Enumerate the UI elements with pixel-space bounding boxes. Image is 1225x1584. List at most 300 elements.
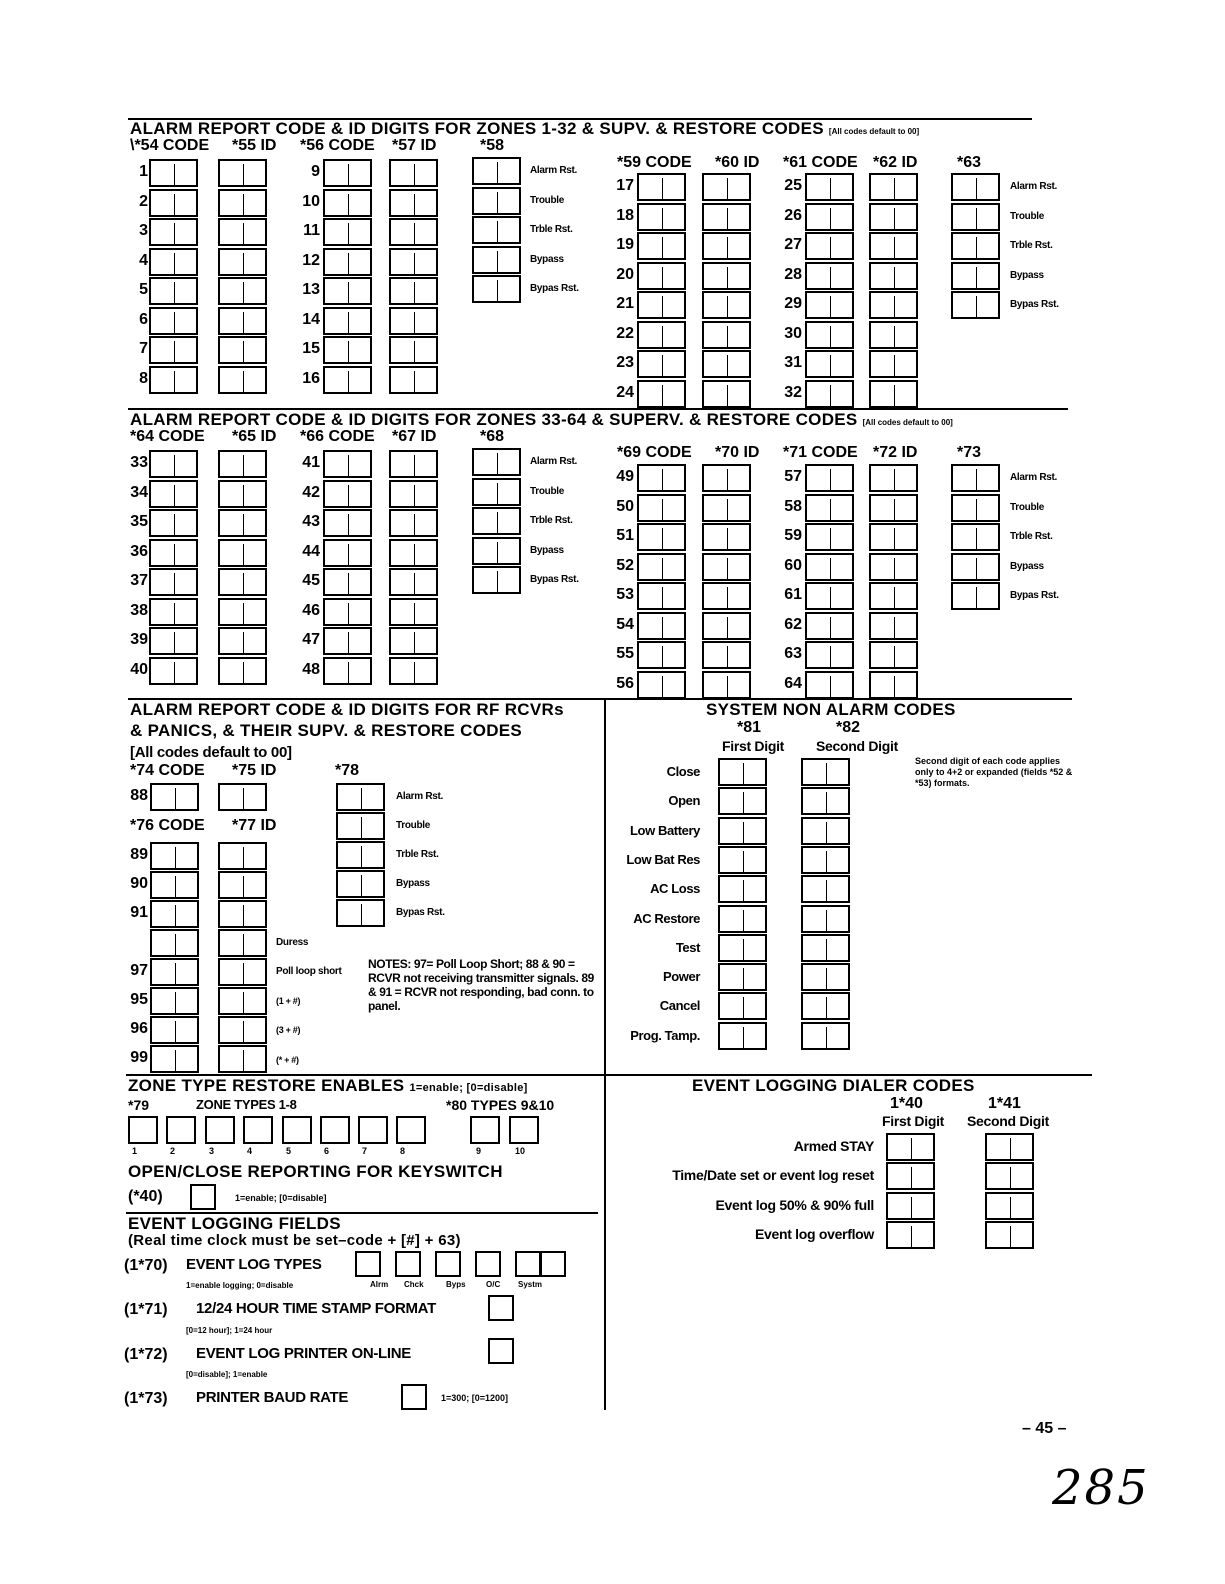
id-box[interactable] [869, 321, 918, 349]
first-digit-box[interactable] [886, 1221, 935, 1249]
id-box[interactable] [389, 218, 438, 246]
code-box[interactable] [805, 203, 854, 231]
id-box[interactable] [218, 568, 267, 596]
zone-label: 4 [139, 251, 148, 269]
code-box[interactable] [323, 509, 372, 537]
code-box[interactable] [149, 450, 198, 478]
id-box[interactable] [218, 627, 267, 655]
zone-label: 48 [302, 660, 320, 678]
restore-code-label: Bypas Rst. [530, 283, 579, 294]
first-digit-box[interactable] [718, 875, 767, 903]
zone-label: 18 [616, 206, 634, 224]
restore-code-box[interactable] [472, 566, 521, 594]
code-box[interactable] [805, 612, 854, 640]
el-f170-note: 1=enable logging; 0=disable [186, 1281, 294, 1290]
first-digit-box[interactable] [886, 1192, 935, 1220]
id-box[interactable] [389, 450, 438, 478]
event-log-type-box[interactable] [395, 1251, 421, 1277]
id-box[interactable] [389, 627, 438, 655]
code-box[interactable] [805, 291, 854, 319]
id-box[interactable] [702, 321, 751, 349]
id-box[interactable] [702, 350, 751, 378]
id-box[interactable] [218, 929, 267, 957]
ed-title: EVENT LOGGING DIALER CODES [692, 1076, 975, 1095]
id-box[interactable] [702, 291, 751, 319]
id-box[interactable] [218, 871, 267, 899]
id-box[interactable] [389, 366, 438, 394]
id-box[interactable] [869, 291, 918, 319]
restore-code-box[interactable] [336, 812, 385, 840]
id-box[interactable] [869, 464, 918, 492]
restore-code-box[interactable] [472, 478, 521, 506]
restore-code-label: Trble Rst. [1010, 240, 1053, 251]
id-box[interactable] [869, 523, 918, 551]
id-box[interactable] [218, 480, 267, 508]
code-box[interactable] [149, 159, 198, 187]
sys-row-label: Open [668, 793, 700, 809]
code-box[interactable] [323, 277, 372, 305]
sys-row-label: Power [662, 969, 700, 985]
id-box[interactable] [218, 509, 267, 537]
code-box[interactable] [150, 842, 199, 870]
id-box[interactable] [218, 277, 267, 305]
zone-type-box[interactable] [358, 1116, 388, 1144]
code-box[interactable] [323, 450, 372, 478]
code-box[interactable] [149, 307, 198, 335]
restore-code-label: Alarm Rst. [530, 165, 578, 176]
zone-label: 26 [784, 206, 802, 224]
section1-title: ALARM REPORT CODE & ID DIGITS FOR ZONES 1-32 & SUPV. & RESTORE CODES [All codes default to 00] [130, 119, 920, 138]
restore-code-box[interactable] [951, 291, 1000, 319]
id-box[interactable] [702, 262, 751, 290]
code-box[interactable] [150, 1045, 199, 1073]
id-box[interactable] [218, 539, 267, 567]
zone-label: 37 [130, 572, 148, 589]
zone-label: 57 [784, 468, 802, 485]
restore-code-box[interactable] [951, 553, 1000, 581]
id-box[interactable] [389, 307, 438, 335]
first-digit-box[interactable] [718, 817, 767, 845]
code-box[interactable] [149, 509, 198, 537]
id-box[interactable] [218, 307, 267, 335]
second-digit-box[interactable] [801, 992, 850, 1020]
code-box[interactable] [805, 380, 854, 408]
code-box[interactable] [323, 248, 372, 276]
first-digit-box[interactable] [718, 758, 767, 786]
zone-label: 24 [616, 383, 634, 401]
id-box[interactable] [389, 480, 438, 508]
code-box[interactable] [149, 248, 198, 276]
event-log-type-box[interactable] [540, 1251, 566, 1277]
second-digit-box[interactable] [801, 787, 850, 815]
id-box[interactable] [218, 1045, 267, 1073]
dialer-row-label: Event log overflow [754, 1225, 874, 1242]
id-box[interactable] [218, 657, 267, 685]
id-box[interactable] [869, 494, 918, 522]
code-box[interactable] [149, 480, 198, 508]
id-box[interactable] [702, 641, 751, 669]
id-box[interactable] [218, 987, 267, 1015]
zone-type-box[interactable] [396, 1116, 426, 1144]
code-box[interactable] [637, 232, 686, 260]
code-box[interactable] [805, 262, 854, 290]
code-box[interactable] [323, 189, 372, 217]
zone-label: 38 [130, 601, 148, 619]
code-box[interactable] [150, 783, 199, 811]
zone-label: 52 [616, 556, 634, 574]
first-digit-box[interactable] [718, 905, 767, 933]
rf-col-77: *77 ID [232, 817, 277, 834]
second-digit-box[interactable] [801, 817, 850, 845]
id-box[interactable] [389, 539, 438, 567]
zone-type-box[interactable] [205, 1116, 235, 1144]
zone-label: 8 [139, 369, 148, 387]
oc-field: (*40) [128, 1188, 163, 1205]
code-box[interactable] [150, 900, 199, 928]
id-box[interactable] [702, 553, 751, 581]
id-box[interactable] [869, 173, 918, 201]
restore-code-label: Bypass [1010, 269, 1044, 281]
s2-col-66: *66 CODE [300, 428, 375, 445]
code-box[interactable] [637, 262, 686, 290]
code-box[interactable] [637, 612, 686, 640]
baud-rate-box[interactable] [401, 1384, 427, 1410]
zone-label: 62 [784, 615, 802, 633]
code-box[interactable] [323, 159, 372, 187]
second-digit-box[interactable] [801, 846, 850, 874]
id-box[interactable] [218, 159, 267, 187]
restore-code-box[interactable] [951, 494, 1000, 522]
id-box[interactable] [389, 568, 438, 596]
sys-note: Second digit of each code applies only to 4+2 or expanded (fields *52 & *53) formats. [915, 756, 1073, 788]
code-box[interactable] [805, 582, 854, 610]
code-box[interactable] [149, 366, 198, 394]
id-box[interactable] [218, 1016, 267, 1044]
restore-code-box[interactable] [472, 246, 521, 274]
id-box[interactable] [702, 582, 751, 610]
id-box[interactable] [389, 248, 438, 276]
zone-label: 29 [784, 295, 802, 312]
second-digit-box[interactable] [801, 758, 850, 786]
id-box[interactable] [869, 262, 918, 290]
id-box[interactable] [702, 612, 751, 640]
code-box[interactable] [805, 641, 854, 669]
code-box[interactable] [149, 539, 198, 567]
id-box[interactable] [218, 450, 267, 478]
second-digit-box[interactable] [801, 905, 850, 933]
id-box[interactable] [218, 598, 267, 626]
code-box[interactable] [149, 218, 198, 246]
id-box[interactable] [869, 553, 918, 581]
code-box[interactable] [805, 232, 854, 260]
id-box[interactable] [869, 203, 918, 231]
oc-enable-box[interactable] [190, 1184, 216, 1210]
ed-col-141: 1*41 [988, 1095, 1021, 1112]
id-box[interactable] [218, 366, 267, 394]
restore-code-box[interactable] [951, 582, 1000, 610]
restore-code-label: Alarm Rst. [530, 456, 578, 467]
restore-code-box[interactable] [336, 841, 385, 869]
code-box[interactable] [637, 641, 686, 669]
code-box[interactable] [805, 464, 854, 492]
rf-notes: NOTES: 97= Poll Loop Short; 88 & 90 = RCVR not receiving transmitter signals. 89 & 91 = RCVR not responding, bad conn. to panel. [368, 957, 594, 1013]
id-box[interactable] [869, 350, 918, 378]
code-box[interactable] [323, 657, 372, 685]
id-box[interactable] [702, 173, 751, 201]
second-digit-box[interactable] [985, 1192, 1034, 1220]
code-box[interactable] [323, 568, 372, 596]
id-box[interactable] [389, 598, 438, 626]
restore-code-box[interactable] [472, 157, 521, 185]
code-box[interactable] [149, 657, 198, 685]
zone-label: 7 [139, 340, 148, 357]
id-box[interactable] [702, 671, 751, 699]
restore-code-label: Trouble [396, 820, 431, 831]
time-format-box[interactable] [488, 1295, 514, 1321]
id-box[interactable] [389, 277, 438, 305]
second-digit-box[interactable] [985, 1162, 1034, 1190]
code-box[interactable] [150, 958, 199, 986]
first-digit-box[interactable] [718, 963, 767, 991]
id-box[interactable] [702, 203, 751, 231]
code-box[interactable] [637, 671, 686, 699]
id-box[interactable] [869, 641, 918, 669]
first-digit-box[interactable] [886, 1162, 935, 1190]
restore-code-box[interactable] [951, 232, 1000, 260]
id-box[interactable] [869, 582, 918, 610]
zone-type-box[interactable] [320, 1116, 350, 1144]
zone-label: 45 [302, 572, 320, 589]
code-box[interactable] [805, 553, 854, 581]
id-box[interactable] [869, 612, 918, 640]
el-f173-label: PRINTER BAUD RATE [196, 1389, 349, 1406]
zone-label: 43 [302, 513, 320, 530]
second-digit-box[interactable] [985, 1221, 1034, 1249]
code-box[interactable] [149, 568, 198, 596]
el-f172-label: EVENT LOG PRINTER ON-LINE [196, 1345, 412, 1362]
code-box[interactable] [149, 336, 198, 364]
restore-code-box[interactable] [336, 899, 385, 927]
id-box[interactable] [702, 523, 751, 551]
id-box[interactable] [218, 842, 267, 870]
zone-label: 16 [302, 369, 320, 387]
restore-code-box[interactable] [336, 783, 385, 811]
zone-type-box[interactable] [243, 1116, 273, 1144]
code-box[interactable] [323, 366, 372, 394]
restore-code-box[interactable] [472, 537, 521, 565]
zone-label: 63 [784, 645, 802, 662]
second-digit-box[interactable] [801, 934, 850, 962]
first-digit-box[interactable] [718, 992, 767, 1020]
event-log-type-label: Chck [404, 1280, 424, 1289]
second-digit-box[interactable] [801, 875, 850, 903]
code-box[interactable] [805, 321, 854, 349]
code-box[interactable] [323, 627, 372, 655]
zone-label: 49 [616, 468, 634, 485]
ed-first-digit: First Digit [882, 1113, 945, 1129]
event-log-type-box[interactable] [515, 1251, 541, 1277]
id-box[interactable] [702, 494, 751, 522]
code-box[interactable] [805, 671, 854, 699]
code-box[interactable] [323, 480, 372, 508]
zone-label: 96 [130, 1020, 148, 1037]
code-box[interactable] [637, 494, 686, 522]
code-box[interactable] [323, 218, 372, 246]
code-box[interactable] [323, 336, 372, 364]
zone-type-box[interactable] [166, 1116, 196, 1144]
code-box[interactable] [637, 173, 686, 201]
event-log-type-box[interactable] [475, 1251, 501, 1277]
rf-col-74: *74 CODE [130, 762, 205, 779]
el-f171-label: 12/24 HOUR TIME STAMP FORMAT [196, 1300, 436, 1317]
event-log-type-box[interactable] [355, 1251, 381, 1277]
zt-title: ZONE TYPE RESTORE ENABLES 1=enable; [0=disable] [128, 1076, 528, 1095]
zone-label: 5 [139, 281, 148, 298]
code-box[interactable] [149, 627, 198, 655]
zone-label: 42 [302, 483, 320, 501]
sys-col-81: *81 [737, 719, 762, 736]
first-digit-box[interactable] [886, 1133, 935, 1161]
restore-code-box[interactable] [951, 523, 1000, 551]
zone-label: 25 [784, 177, 802, 194]
id-box[interactable] [389, 657, 438, 685]
restore-code-label: Bypass [1010, 560, 1044, 572]
code-box[interactable] [149, 598, 198, 626]
sys-row-label: Close [666, 764, 700, 779]
el-f170: (1*70) [124, 1257, 168, 1274]
id-box[interactable] [869, 232, 918, 260]
code-box[interactable] [323, 539, 372, 567]
dialer-row-label: Event log 50% & 90% full [715, 1196, 874, 1213]
zone-label: 3 [139, 222, 148, 239]
rf-default-note: [All codes default to 00] [130, 744, 292, 761]
restore-code-box[interactable] [951, 464, 1000, 492]
zone-type-number: 9 [476, 1146, 482, 1156]
code-box[interactable] [805, 173, 854, 201]
id-box[interactable] [869, 380, 918, 408]
code-box[interactable] [637, 523, 686, 551]
zone-label: 95 [130, 991, 148, 1008]
zone-label: 20 [616, 265, 634, 283]
restore-code-box[interactable] [951, 262, 1000, 290]
restore-code-box[interactable] [472, 448, 521, 476]
code-box[interactable] [637, 291, 686, 319]
code-box[interactable] [150, 987, 199, 1015]
code-box[interactable] [805, 350, 854, 378]
id-box[interactable] [702, 464, 751, 492]
restore-code-box[interactable] [951, 173, 1000, 201]
code-box[interactable] [150, 1016, 199, 1044]
id-box[interactable] [389, 509, 438, 537]
code-box[interactable] [637, 553, 686, 581]
id-box[interactable] [218, 218, 267, 246]
second-digit-box[interactable] [985, 1133, 1034, 1161]
id-box[interactable] [218, 958, 267, 986]
restore-code-box[interactable] [472, 216, 521, 244]
code-box[interactable] [323, 307, 372, 335]
restore-code-label: Alarm Rst. [396, 791, 444, 802]
first-digit-box[interactable] [718, 787, 767, 815]
restore-code-label: Trouble [1010, 501, 1045, 513]
restore-code-box[interactable] [472, 507, 521, 535]
zone-label: 9 [311, 163, 320, 180]
zone-type-number: 8 [400, 1146, 406, 1156]
id-box[interactable] [702, 380, 751, 408]
restore-code-box[interactable] [951, 203, 1000, 231]
id-box[interactable] [218, 336, 267, 364]
id-box[interactable] [218, 189, 267, 217]
code-box[interactable] [805, 523, 854, 551]
zone-label: 30 [784, 324, 802, 342]
id-box[interactable] [218, 248, 267, 276]
second-digit-box[interactable] [801, 963, 850, 991]
code-box[interactable] [805, 494, 854, 522]
code-box[interactable] [637, 203, 686, 231]
id-box[interactable] [869, 671, 918, 699]
zone-type-number: 6 [324, 1146, 330, 1156]
restore-code-box[interactable] [472, 187, 521, 215]
s2-col-65: *65 ID [232, 428, 277, 445]
first-digit-box[interactable] [718, 846, 767, 874]
code-box[interactable] [323, 598, 372, 626]
code-box[interactable] [150, 929, 199, 957]
s2-col-64: *64 CODE [130, 428, 205, 445]
first-digit-box[interactable] [718, 1022, 767, 1050]
sys-first-digit: First Digit [722, 738, 785, 754]
code-box[interactable] [149, 189, 198, 217]
code-box[interactable] [637, 582, 686, 610]
panic-3-label: (3 + #) [276, 1025, 301, 1035]
id-box[interactable] [218, 900, 267, 928]
el-f171: (1*71) [124, 1301, 168, 1318]
id-box[interactable] [218, 783, 267, 811]
code-box[interactable] [637, 380, 686, 408]
s2-col-68: *68 [480, 428, 505, 445]
zone-label: 91 [130, 904, 148, 921]
zone-label: 35 [130, 513, 148, 530]
zone-label: 6 [139, 310, 148, 328]
id-box[interactable] [702, 232, 751, 260]
zone-label: 61 [784, 586, 802, 603]
restore-code-label: Alarm Rst. [1010, 181, 1058, 192]
event-log-type-box[interactable] [435, 1251, 461, 1277]
code-box[interactable] [637, 464, 686, 492]
restore-code-label: Bypass [530, 544, 564, 556]
first-digit-box[interactable] [718, 934, 767, 962]
zone-label: 56 [616, 674, 634, 692]
el-f170-label: EVENT LOG TYPES [186, 1256, 322, 1273]
el-f171-note: [0=12 hour]; 1=24 hour [186, 1326, 273, 1335]
zone-type-box[interactable] [282, 1116, 312, 1144]
zone-label: 58 [784, 497, 802, 515]
id-box[interactable] [389, 336, 438, 364]
sys-row-label: AC Loss [650, 881, 700, 897]
code-box[interactable] [149, 277, 198, 305]
code-box[interactable] [637, 321, 686, 349]
oc-note: 1=enable; [0=disable] [235, 1193, 327, 1203]
second-digit-box[interactable] [801, 1022, 850, 1050]
zone-type-box[interactable] [128, 1116, 158, 1144]
id-box[interactable] [389, 159, 438, 187]
printer-online-box[interactable] [488, 1338, 514, 1364]
code-box[interactable] [637, 350, 686, 378]
restore-code-box[interactable] [336, 870, 385, 898]
restore-code-box[interactable] [472, 275, 521, 303]
id-box[interactable] [389, 189, 438, 217]
zone-type-box[interactable] [470, 1116, 500, 1144]
code-box[interactable] [150, 871, 199, 899]
zone-type-box[interactable] [509, 1116, 539, 1144]
